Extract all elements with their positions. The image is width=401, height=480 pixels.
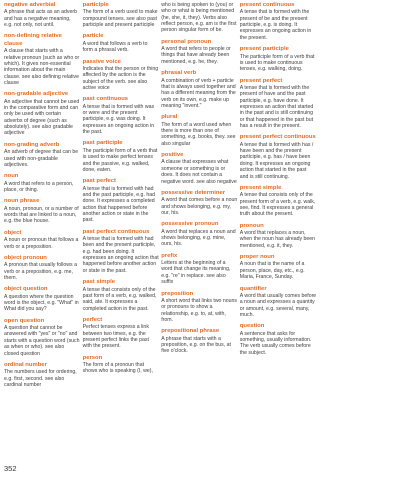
glossary-definition: The form of a verb used to make compound tenses. see also past participle and present participle [82,9,158,29]
glossary-term: non-grading adverb [4,141,60,148]
glossary-entry [83,355,160,375]
glossary-definition: A tense that is formed with had been and the present participle, e.g. had been doing. It expresses an ongoing action that happened before another action or state in the past. [82,236,159,274]
glossary-definition: A noun or pronoun that follows a verb or a preposition. [4,237,79,250]
glossary-definition: Indicates that the person or thing affected by the action is the subject of the verb. see also active voice [82,65,159,91]
glossary-term: past perfect [82,178,116,185]
glossary-definition: A noun, pronoun, or a number of words that are linked to a noun, e.g. the blue house. [4,205,79,225]
glossary-term: pronoun [239,222,264,229]
glossary-entry [240,185,317,218]
glossary-definition: A combination of verb + particle that is always used together and has a different meaning from the verb on its own, e.g. make up meaning "invent." [161,77,236,109]
glossary-definition: A word that refers to a person, place, or thing. [4,180,74,193]
glossary-column-3 [161,2,240,442]
glossary-entry [83,140,160,173]
glossary-entry [4,2,81,28]
glossary-term: past perfect continuous [82,228,150,235]
glossary-entry [83,2,160,28]
glossary-entry [4,33,81,86]
glossary-term: passive voice [82,58,121,65]
glossary-term: present perfect [239,77,283,84]
glossary-entry [161,70,238,109]
glossary-entry [83,96,160,135]
glossary-entry [83,229,160,274]
glossary-term: particle [82,33,104,40]
glossary-term: proper noun [239,254,275,261]
glossary-entry [4,91,81,136]
glossary-entry [4,318,81,357]
glossary-term: preposition [161,290,194,297]
glossary-entry [83,317,160,350]
glossary-definition: A tense that is formed with had and the past participle, e.g. had done. It expresses a completed action that happened before another action or state in the past. [82,185,155,224]
glossary-term: object pronoun [4,254,47,261]
glossary-term: person [82,354,103,361]
glossary-term: quantifier [239,285,267,292]
glossary-entry [161,114,238,147]
glossary-entry [161,221,238,247]
glossary-definition: The numbers used for ordering, e.g. first, second. see also cardinal number [4,369,77,388]
glossary-entry [4,198,81,224]
glossary-definition: The participle form of a verb that is used to make continuous tenses, e.g. walking, doing. [239,53,315,73]
glossary-definition: A tense that consists only of the present form of a verb, e.g. walk, see, find. It expresses a general truth about the present. [239,192,316,218]
glossary-term: non-defining relative clause [4,33,62,47]
glossary-entry [161,190,238,216]
glossary-definition: Perfect tenses express a link between two times, e.g. the present perfect links the past with the present. [82,324,149,350]
glossary-term: noun [4,173,19,180]
glossary-definition: A question where the question word is the object, e.g. "What" in What did you say? [4,293,79,313]
glossary-term: present perfect continuous [239,134,316,141]
glossary-entry [4,173,81,193]
glossary-term: question [239,323,265,330]
glossary-term: prepositional phrase [161,328,220,335]
glossary-column-1 [4,2,83,442]
glossary-term: participle [82,2,109,8]
glossary-term: noun phrase [4,198,40,205]
glossary-term: phrasal verb [161,70,197,77]
glossary-entry [4,286,81,312]
glossary-entry [161,39,238,65]
glossary-definition: A phrase that starts with a preposition, e.g. on the bus, at five o'clock. [161,335,231,355]
glossary-term: object [4,229,22,236]
glossary-term: perfect [82,316,103,323]
glossary-definition: A word that refers to people or things that have already been mentioned, e.g. he, they. [161,46,231,65]
glossary-entry [4,230,81,250]
glossary-definition: A word that replaces a noun and shows belonging, e.g. mine, ours, his. [161,228,236,248]
glossary-entry [240,134,317,179]
glossary-definition: A tense that is formed with the present of be and the present participle, e.g. is doing. It expresses an ongoing action in the present. [239,9,312,41]
glossary-definition: An adverb of degree that can be used with non-gradable adjectives. [4,149,79,168]
glossary-definition: A word that usually comes before a noun and expresses a quantity or amount, e.g. several, many, much. [239,292,317,318]
glossary-entry [83,33,160,53]
glossary-definition: The participle form of a verb that is used to make perfect tenses and the passive, e.g. walked, done, eaten. [82,147,158,173]
glossary-definition: The form of a pronoun that shows who is speaking (I, we), [82,362,153,375]
glossary-term: present simple [239,184,282,191]
glossary-definition: A noun that is the name of a person, place, day, etc., e.g. Maria, France, Sunday. [239,261,305,281]
glossary-entry [4,142,81,168]
glossary-term: present participle [239,46,289,53]
glossary-definition: A clause that expresses what someone or something is or does. It does not contain a negative word. see also negative [161,159,237,185]
glossary-term: past continuous [82,96,129,103]
glossary-definition: A short word that links two nouns or pronouns to show a relationship, e.g. to, at, with, from. [161,297,238,323]
glossary-column-2 [83,2,162,442]
glossary-entry [161,291,238,324]
glossary-definition: who is being spoken to (you) or who or what is being mentioned (he, she, it, they). Verbs also reflect person, e.g. am is the first person singular form of be. [161,2,237,34]
glossary-term: ordinal number [4,361,47,368]
glossary-entry [83,279,160,312]
glossary-definition: A phrase that acts as an adverb and has a negative meaning, e.g. not only, not until. [4,9,77,29]
glossary-term: open question [4,317,45,324]
glossary-term: past participle [82,140,123,147]
glossary-definition: A word that replaces a noun, when the noun has already been mentioned, e.g. it, they. [239,230,316,249]
glossary-term: non-gradable adjective [4,91,69,98]
glossary-term: positive [161,152,184,159]
glossary-definition: A sentence that asks for something, usually information. The verb usually comes before the subject. [239,330,312,356]
glossary-term: object question [4,286,48,293]
glossary-term: present continuous [239,2,295,8]
glossary-entry [4,255,81,281]
glossary-entry [240,323,317,356]
glossary-entry [240,223,317,249]
glossary-definition: A question that cannot be answered with "yes" or "no" and starts with a question word (such as when or who). see also closed question [4,325,80,357]
glossary-entry [83,59,160,92]
glossary-entry [240,2,317,41]
glossary-entry [4,362,81,388]
glossary-entry [83,178,160,223]
glossary-term: possessive pronoun [161,221,219,228]
glossary-term: personal pronoun [161,38,212,45]
glossary-definition: A tense that is formed with has / have been and the present participle, e.g. has / have been doing. It expresses an ongoing action that started in the past and is still continuing. [239,141,314,180]
glossary-entry [161,2,238,34]
glossary-entry [240,286,317,319]
glossary-column-4 [240,2,319,442]
glossary-definition: A tense that consists only of the past form of a verb, e.g. walked, said, ate. It expresses a completed action in the past. [82,286,157,312]
glossary-definition: The form of a word used when there is more than one of something, e.g. books, they. see also singular [161,121,236,147]
glossary-term: negative adverbial [4,2,56,8]
glossary-definition: A tense that is formed with was or were and the present participle, e.g. was doing. It expresses an ongoing action in the past. [82,103,155,136]
glossary-definition: Letters at the beginning of a word that change its meaning, e.g. "re" in replace. see also suffix [161,260,231,286]
glossary-term: prefix [161,252,178,259]
glossary-definition: A word that comes before a noun and shows belonging, e.g. my, our, his. [161,197,238,216]
glossary-term: possessive determiner [161,189,226,196]
glossary-entry [161,253,238,286]
glossary-definition: An adjective that cannot be used in the comparative form and can only be used with certain adverbs of degree (such as absolutely). see also gradable adjective [4,98,80,137]
glossary-term: past simple [82,279,116,286]
glossary-columns [4,2,397,442]
glossary-entry [240,46,317,72]
glossary-entry [240,254,317,280]
glossary-definition: A word that follows a verb to form a phrasal verb. [82,40,148,54]
page-number: 352 [4,464,17,473]
glossary-definition: A pronoun that usually follows a verb or a preposition, e.g. me, them. [4,262,77,281]
glossary-entry [161,328,238,354]
glossary-definition: A tense that is formed with the present of have and the past participle, e.g. have done. It expresses an action that started in the past and is still continuing or that happened in the past but has a result in the present. [239,84,314,130]
glossary-term: plural [161,114,178,121]
glossary-entry [161,152,238,185]
glossary-entry [240,78,317,130]
glossary-definition: A clause that starts with a relative pronoun (such as who or which). It gives non-essential information about the main clause. see also defining relative clause [4,48,80,86]
